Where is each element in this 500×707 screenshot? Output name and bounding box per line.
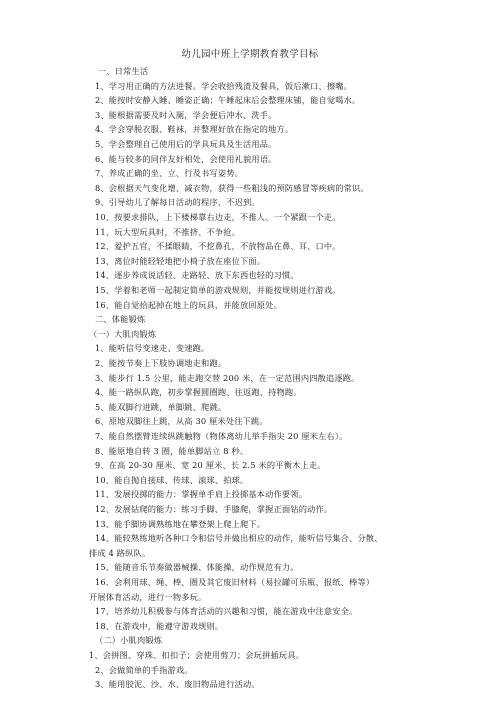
document-line: （一）大肌肉锻炼 [89, 328, 157, 339]
document-line: 11、玩大型玩具时，不推挤、不争抢。 [95, 226, 241, 237]
document-line: 11、发展投掷的能力：掌握单手肩上投掷基本动作要领。 [95, 489, 308, 500]
document-line: 4、学会穿脱衣服、鞋袜，并整理好放在指定的地方。 [95, 124, 294, 135]
document-line: 14、逐步养成说话轻、走路轻、放下东西也轻的习惯。 [95, 270, 299, 281]
document-line: 13、能手脚协调熟练地在攀登架上爬上爬下。 [95, 518, 266, 529]
document-line: 9、在高 20-30 厘米、宽 20 厘米、长 2.5 米的平衡木上走。 [95, 460, 326, 471]
document-line: 9、引导幼儿了解每日活动的程序，不迟到。 [95, 197, 260, 208]
document-line: 排成 4 路纵队。 [89, 547, 151, 558]
document-line: 二、体能锻炼 [95, 314, 146, 325]
document-line: 6、能与较多的同伴友好相处，会使用礼貌用语。 [95, 153, 277, 164]
document-line: 12、爱护五官，不揉眼睛，不挖鼻孔，不放物品在鼻、耳、口中。 [95, 241, 341, 252]
document-line: 10、按要求排队，上下楼梯靠右边走，不推人、一个紧跟一个走。 [95, 212, 341, 222]
document-line: 5、学会整理自己使用后的学具玩具及生活用品。 [95, 139, 277, 149]
document-line: 12、发展钻爬的能力：练习手脚、手膝爬，掌握正面钻的动作。 [95, 504, 333, 514]
document-line: 13、离位时能轻轻地把小椅子放在座位下面。 [95, 255, 266, 266]
document-line: 开展体育活动，进行一物多玩。 [89, 591, 207, 602]
document-line: 16、会利用球、绳、棒、圈及其它废旧材料（易拉罐可乐瓶、报纸、棒等） [95, 577, 375, 587]
document-line: 6、原地双脚往上跳，从高 30 厘米处往下跳。 [95, 416, 268, 427]
document-line: 1、会拼图、穿珠、扣扣子；会使用剪刀；会玩拼插玩具。 [89, 650, 305, 660]
document-line: （二）小肌肉锻炼 [95, 635, 163, 646]
document-line: 10、能自抛自接球、传球、滚球、拍球。 [95, 474, 249, 485]
document-line: 15、学着和老师一起制定简单的游戏规则，并能按规则进行游戏。 [95, 285, 341, 295]
document-line: 7、养成正确的坐、立、行及书写姿势。 [95, 168, 243, 179]
document-line: 18、在游戏中，能遵守游戏规则。 [95, 620, 224, 631]
document-line: 17、培养幼儿积极参与体育活动的兴趣和习惯，能在游戏中注意安全。 [95, 606, 358, 617]
document-line: 8、会根据天气变化增、减衣物，获得一些粗浅的预防感冒等疾病的常识。 [95, 182, 369, 193]
document-line: 15、能随音乐节奏做器械操、体能操，动作规范有力。 [95, 562, 299, 573]
document-line: 2、能按节奏上下肢协调地走和跑。 [95, 358, 227, 368]
document-title: 幼儿园中班上学期教育教学目标 [181, 49, 319, 60]
document-line: 5、能双脚行进跳，单脚跳、爬跳。 [95, 401, 227, 412]
document-line: 1、能听信号变速走、变速跑。 [95, 343, 210, 354]
document-line: 2、会做简单的手指游戏。 [95, 664, 193, 675]
document-line: 14、能较熟练地听各种口令和信号并做出相应的动作，能听信号集合、分散、 [95, 533, 383, 544]
document-line: 3、能步行 1.5 公里，能走跑交替 200 米，在一定范围内四散追逐跑。 [95, 372, 360, 383]
document-line: 4、能一路纵队跑，初步掌握圆圈跑、往返跑、持物跑。 [95, 387, 302, 398]
document-line: 3、能根据需要及时入厕，学会便后冲水、洗手。 [95, 109, 277, 120]
document-line: 7、能自然摆臂连续纵跳触物（物体离幼儿举手指尖 20 厘米左右）。 [95, 431, 348, 441]
document-line: 1、学习用正确的方法进餐。学会收拾残渣及餐具，饭后漱口、擦嘴。 [95, 80, 353, 91]
document-line: 2、能按时安静入睡、睡姿正确；午睡起床后会整理床铺，能自觉喝水。 [95, 95, 361, 106]
document-line: 一、日常生活 [98, 66, 149, 76]
document-line: 3、能用胶泥、沙、水、废旧物品进行活动。 [95, 679, 260, 690]
document-line: 8、能原地自转 3 圈，能单脚站立 8 秒。 [95, 445, 249, 456]
document-line: 16、能自觉拾起掉在地上的玩具，并能放回原处。 [95, 299, 282, 310]
